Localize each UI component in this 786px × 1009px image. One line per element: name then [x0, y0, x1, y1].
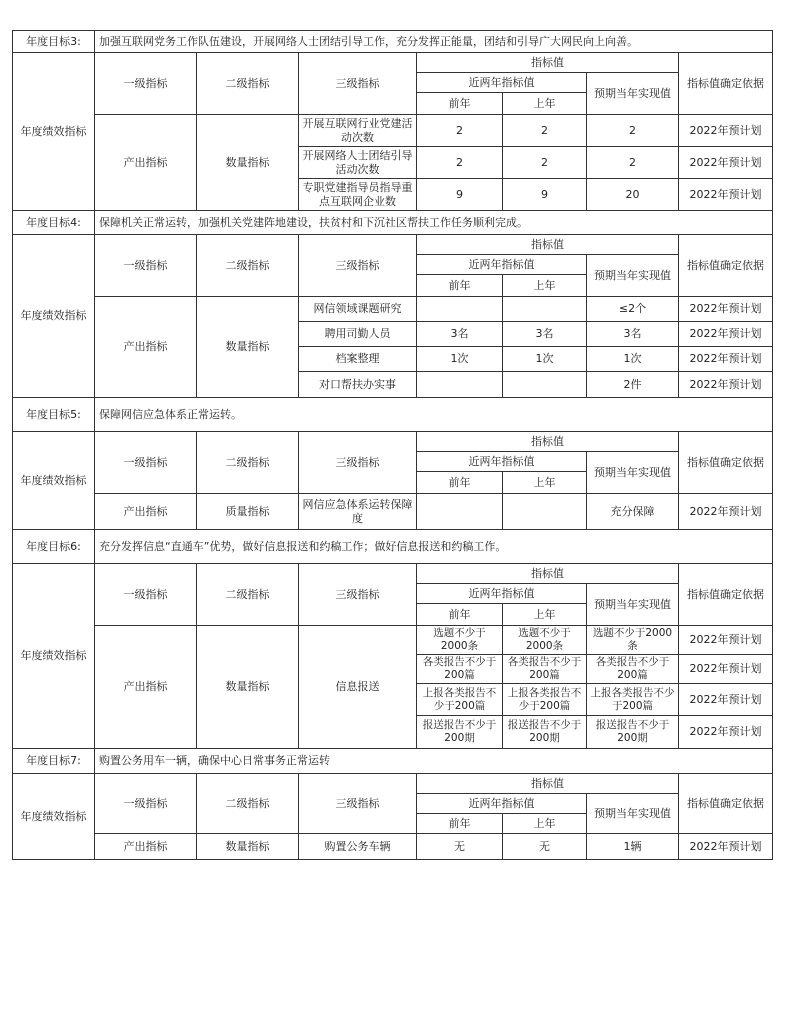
goal-label: 年度目标7: [13, 749, 95, 774]
header-prev-year: 前年 [417, 814, 503, 834]
goal-label: 年度目标6: [13, 530, 95, 564]
perf-label: 年度绩效指标 [13, 53, 95, 211]
perf-label: 年度绩效指标 [13, 564, 95, 749]
header-level2: 二级指标 [197, 53, 299, 115]
goal-row [13, 398, 773, 432]
table-row [13, 626, 773, 655]
header-last-year: 上年 [503, 275, 587, 297]
header-basis: 指标值确定依据 [679, 53, 773, 115]
level3-cell: 对口帮扶办实事 [299, 372, 417, 398]
header-level1: 一级指标 [95, 235, 197, 297]
header-prev-year: 前年 [417, 93, 503, 115]
header-row [13, 432, 773, 452]
level2-cell: 数量指标 [197, 297, 299, 398]
goal-label: 年度目标3: [13, 31, 95, 53]
last-cell: 报送报告不少于200期 [503, 716, 587, 749]
header-row [13, 235, 773, 255]
goal-label: 年度目标4: [13, 211, 95, 235]
header-recent-two-years: 近两年指标值 [417, 584, 587, 604]
header-expected: 预期当年实现值 [587, 794, 679, 834]
expected-cell: 报送报告不少于200期 [587, 716, 679, 749]
header-row [13, 53, 773, 73]
level2-cell: 质量指标 [197, 494, 299, 530]
header-row [13, 774, 773, 794]
basis-cell: 2022年预计划 [679, 147, 773, 179]
header-indicator-value: 指标值 [417, 235, 679, 255]
level3-cell: 网信应急体系运转保障度 [299, 494, 417, 530]
header-level3: 三级指标 [299, 235, 417, 297]
perf-label: 年度绩效指标 [13, 432, 95, 530]
perf-label: 年度绩效指标 [13, 774, 95, 860]
prev-cell: 各类报告不少于200篇 [417, 655, 503, 684]
header-basis: 指标值确定依据 [679, 432, 773, 494]
basis-cell: 2022年预计划 [679, 655, 773, 684]
header-level3: 三级指标 [299, 564, 417, 626]
basis-cell: 2022年预计划 [679, 716, 773, 749]
prev-cell: 2 [417, 115, 503, 147]
basis-cell: 2022年预计划 [679, 834, 773, 860]
header-level3: 三级指标 [299, 53, 417, 115]
goal-text: 加强互联网党务工作队伍建设，开展网络人士团结引导工作，充分发挥正能量，团结和引导广大网民向上向善。 [95, 31, 773, 53]
header-indicator-value: 指标值 [417, 564, 679, 584]
header-expected: 预期当年实现值 [587, 255, 679, 297]
last-cell: 2 [503, 147, 587, 179]
header-recent-two-years: 近两年指标值 [417, 255, 587, 275]
level3-cell: 网信领域课题研究 [299, 297, 417, 322]
expected-cell: 1次 [587, 347, 679, 372]
level3-cell: 开展互联网行业党建活动次数 [299, 115, 417, 147]
header-level1: 一级指标 [95, 432, 197, 494]
level2-cell: 数量指标 [197, 626, 299, 749]
prev-cell: 2 [417, 147, 503, 179]
level3-cell: 信息报送 [299, 626, 417, 749]
expected-cell: 1辆 [587, 834, 679, 860]
header-prev-year: 前年 [417, 275, 503, 297]
basis-cell: 2022年预计划 [679, 297, 773, 322]
header-recent-two-years: 近两年指标值 [417, 794, 587, 814]
header-level2: 二级指标 [197, 235, 299, 297]
basis-cell: 2022年预计划 [679, 684, 773, 716]
basis-cell: 2022年预计划 [679, 322, 773, 347]
header-basis: 指标值确定依据 [679, 564, 773, 626]
header-level2: 二级指标 [197, 774, 299, 834]
expected-cell: 各类报告不少于200篇 [587, 655, 679, 684]
expected-cell: 充分保障 [587, 494, 679, 530]
header-level1: 一级指标 [95, 53, 197, 115]
level1-cell: 产出指标 [95, 297, 197, 398]
expected-cell: 2件 [587, 372, 679, 398]
level3-cell: 购置公务车辆 [299, 834, 417, 860]
header-last-year: 上年 [503, 93, 587, 115]
table-row [13, 834, 773, 860]
prev-cell: 上报各类报告不少于200篇 [417, 684, 503, 716]
table-row [13, 494, 773, 530]
last-cell: 无 [503, 834, 587, 860]
header-indicator-value: 指标值 [417, 432, 679, 452]
goal-row [13, 749, 773, 774]
basis-cell: 2022年预计划 [679, 494, 773, 530]
basis-cell: 2022年预计划 [679, 179, 773, 211]
level1-cell: 产出指标 [95, 115, 197, 211]
header-prev-year: 前年 [417, 604, 503, 626]
prev-cell: 选题不少于2000条 [417, 626, 503, 655]
expected-cell: 选题不少于2000条 [587, 626, 679, 655]
goal-text: 保障网信应急体系正常运转。 [95, 398, 773, 432]
prev-cell [417, 494, 503, 530]
expected-cell: 20 [587, 179, 679, 211]
header-recent-two-years: 近两年指标值 [417, 73, 587, 93]
last-cell: 各类报告不少于200篇 [503, 655, 587, 684]
basis-cell: 2022年预计划 [679, 115, 773, 147]
goal-row [13, 31, 773, 53]
level2-cell: 数量指标 [197, 834, 299, 860]
prev-cell: 3名 [417, 322, 503, 347]
last-cell [503, 297, 587, 322]
expected-cell: 上报各类报告不少于200篇 [587, 684, 679, 716]
header-row [13, 564, 773, 584]
header-indicator-value: 指标值 [417, 774, 679, 794]
header-recent-two-years: 近两年指标值 [417, 452, 587, 472]
header-last-year: 上年 [503, 814, 587, 834]
goal-row [13, 211, 773, 235]
basis-cell: 2022年预计划 [679, 372, 773, 398]
expected-cell: ≤2个 [587, 297, 679, 322]
level2-cell: 数量指标 [197, 115, 299, 211]
goal-row [13, 530, 773, 564]
goal-text: 保障机关正常运转，加强机关党建阵地建设，扶贫村和下沉社区帮扶工作任务顺利完成。 [95, 211, 773, 235]
header-basis: 指标值确定依据 [679, 774, 773, 834]
expected-cell: 2 [587, 115, 679, 147]
last-cell [503, 372, 587, 398]
header-level3: 三级指标 [299, 774, 417, 834]
last-cell: 2 [503, 115, 587, 147]
performance-table [12, 30, 773, 860]
header-indicator-value: 指标值 [417, 53, 679, 73]
header-expected: 预期当年实现值 [587, 452, 679, 494]
prev-cell [417, 297, 503, 322]
level1-cell: 产出指标 [95, 494, 197, 530]
header-level3: 三级指标 [299, 432, 417, 494]
header-expected: 预期当年实现值 [587, 584, 679, 626]
last-cell: 选题不少于2000条 [503, 626, 587, 655]
prev-cell: 无 [417, 834, 503, 860]
level1-cell: 产出指标 [95, 626, 197, 749]
table-row [13, 297, 773, 322]
goal-label: 年度目标5: [13, 398, 95, 432]
header-last-year: 上年 [503, 472, 587, 494]
table-row [13, 115, 773, 147]
goal-text: 购置公务用车一辆，确保中心日常事务正常运转 [95, 749, 773, 774]
header-last-year: 上年 [503, 604, 587, 626]
header-level1: 一级指标 [95, 774, 197, 834]
prev-cell: 9 [417, 179, 503, 211]
prev-cell: 1次 [417, 347, 503, 372]
level3-cell: 档案整理 [299, 347, 417, 372]
prev-cell: 报送报告不少于200期 [417, 716, 503, 749]
goal-text: 充分发挥信息“直通车”优势，做好信息报送和约稿工作；做好信息报送和约稿工作。 [95, 530, 773, 564]
expected-cell: 3名 [587, 322, 679, 347]
header-level2: 二级指标 [197, 432, 299, 494]
basis-cell: 2022年预计划 [679, 626, 773, 655]
last-cell: 1次 [503, 347, 587, 372]
last-cell: 上报各类报告不少于200篇 [503, 684, 587, 716]
level3-cell: 开展网络人士团结引导活动次数 [299, 147, 417, 179]
header-level2: 二级指标 [197, 564, 299, 626]
last-cell: 9 [503, 179, 587, 211]
last-cell: 3名 [503, 322, 587, 347]
header-prev-year: 前年 [417, 472, 503, 494]
header-level1: 一级指标 [95, 564, 197, 626]
level3-cell: 专职党建指导员指导重点互联网企业数 [299, 179, 417, 211]
expected-cell: 2 [587, 147, 679, 179]
last-cell [503, 494, 587, 530]
level3-cell: 聘用司勤人员 [299, 322, 417, 347]
prev-cell [417, 372, 503, 398]
header-expected: 预期当年实现值 [587, 73, 679, 115]
perf-label: 年度绩效指标 [13, 235, 95, 398]
level1-cell: 产出指标 [95, 834, 197, 860]
header-basis: 指标值确定依据 [679, 235, 773, 297]
basis-cell: 2022年预计划 [679, 347, 773, 372]
